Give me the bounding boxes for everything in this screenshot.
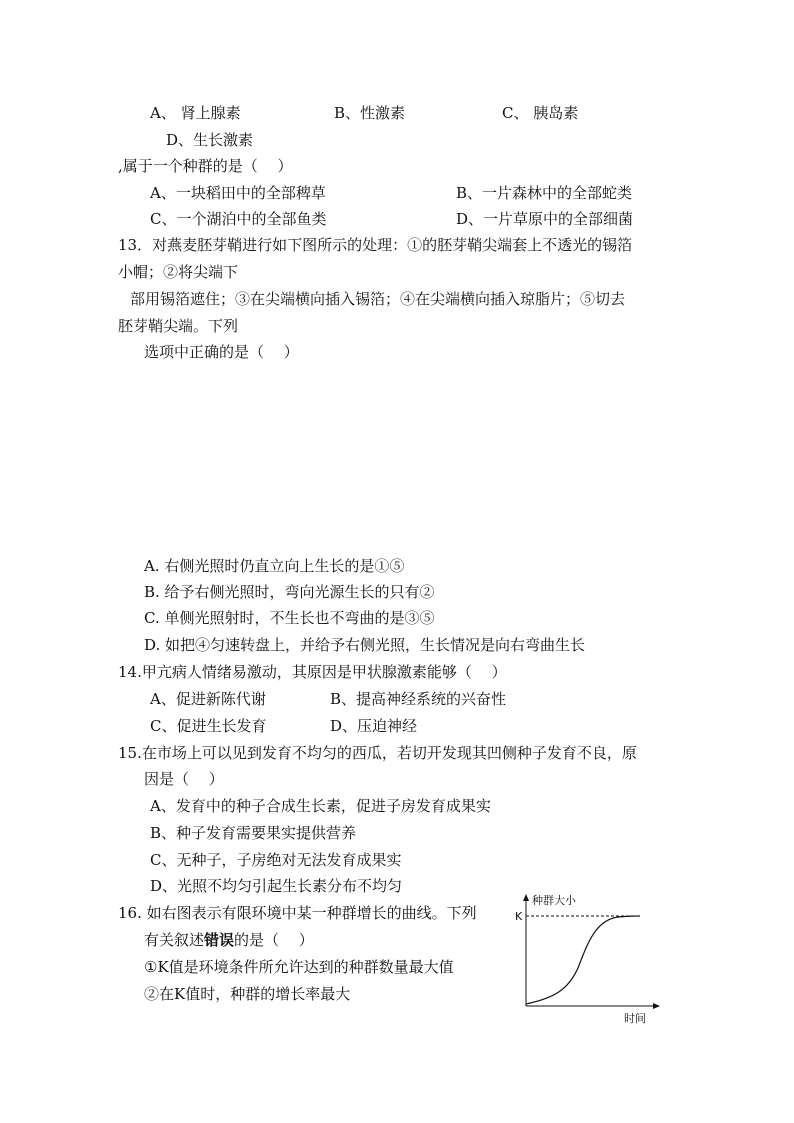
q14-option-c: C、促进生长发育 [150,717,267,735]
s-curve [526,916,640,1004]
population-growth-svg [514,890,664,1026]
q14-stem: 14.甲亢病人情绪易激动，其原因是甲状腺激素能够（ ） [118,663,507,681]
q13-stem-line3: 部用锡箔遮住；③在尖端横向插入锡箔；④在尖端横向插入琼脂片；⑤切去 [130,290,626,308]
k-label: K [515,910,523,923]
q12-option-b: B、一片森林中的全部蛇类 [456,184,633,202]
y-axis-arrow [523,894,529,901]
q16-stem-post: 的是（ ） [234,931,314,949]
q15-option-c: C、无种子，子房绝对无法发育成果实 [150,851,402,869]
q12-option-a: A、一块稻田中的全部稗草 [150,184,326,202]
q16-stem-line1: 16. 如右图表示有限环境中某一种群增长的曲线。下列 [118,904,477,922]
q13-stem-line5: 选项中正确的是（ ） [144,343,299,361]
q15-stem-line1: 15.在市场上可以见到发育不均匀的西瓜，若切开发现其凹侧种子发育不良，原 [118,744,637,762]
q11-option-d: D、生长激素 [166,131,254,149]
q14-option-d: D、压迫神经 [330,717,418,735]
q14-option-a: A、促进新陈代谢 [150,690,266,708]
q16-stem-line2 [144,930,314,950]
q16-stem-bold: 错误 [204,931,235,949]
q15-option-a: A、发育中的种子合成生长素，促进子房发育成果实 [150,797,491,815]
q11-option-b: B、性激素 [334,104,406,122]
x-axis-arrow [653,1003,660,1009]
q15-stem-line2: 因是（ ） [144,770,224,788]
y-axis-label: 种群大小 [532,894,576,907]
q16-stem-pre: 有关叙述 [144,931,205,949]
q13-stem-line1: 13．对燕麦胚芽鞘进行如下图所示的处理：①的胚芽鞘尖端套上不透光的锡箔 [118,236,633,254]
q13-option-d: D. 如把④匀速转盘上，并给予右侧光照，生长情况是向右弯曲生长 [144,636,586,654]
q15-option-b: B、种子发育需要果实提供营养 [150,824,357,842]
q12-option-c: C、一个湖泊中的全部鱼类 [150,210,327,228]
q15-option-d: D、光照不均匀引起生长素分布不均匀 [150,877,403,895]
q11-option-a: A、 肾上腺素 [150,104,241,122]
q12-stem: ,属于一个种群的是（ ） [118,157,293,175]
q16-statement-2: ②在K值时，种群的增长率最大 [144,985,351,1003]
x-axis-label: 时间 [624,1012,646,1025]
q13-option-c: C. 单侧光照射时，不生长也不弯曲的是③⑤ [144,609,435,627]
q13-option-b: B. 给予右侧光照时，弯向光源生长的只有② [144,583,435,601]
q13-stem-line2: 小帽；②将尖端下 [118,263,239,281]
q14-option-b: B、提高神经系统的兴奋性 [330,690,507,708]
population-growth-chart [514,890,664,1026]
q11-option-c: C、 胰岛素 [502,104,579,122]
q16-statement-1: ①K值是环境条件所允许达到的种群数量最大值 [144,958,454,976]
q12-option-d: D、一片草原中的全部细菌 [456,210,634,228]
q13-option-a: A. 右侧光照时仍直立向上生长的是①⑤ [144,557,405,575]
q13-stem-line4: 胚芽鞘尖端。下列 [118,317,239,335]
